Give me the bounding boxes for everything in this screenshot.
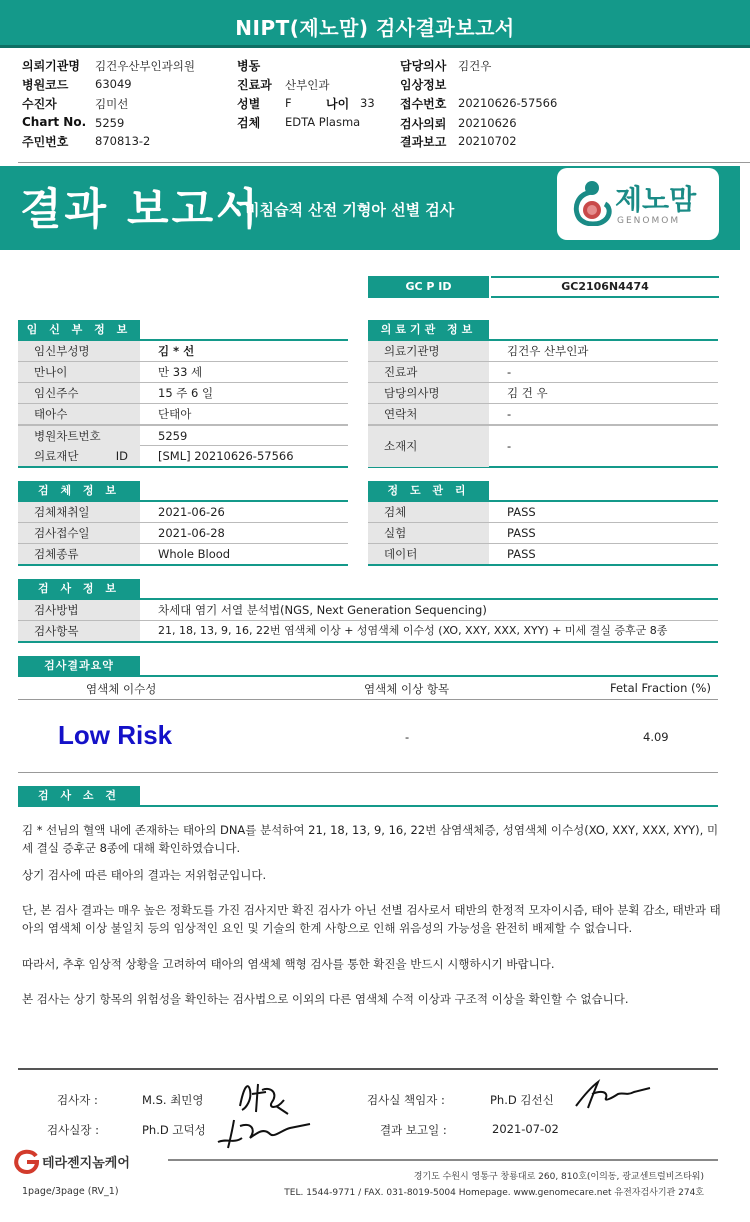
table-row (368, 341, 718, 362)
table-row (18, 404, 348, 425)
fetus-count-key: 태아수 (18, 404, 140, 424)
report-date-sig-value: 2021-07-02 (492, 1122, 559, 1136)
findings-p5: 본 검사는 상기 항목의 위험성을 확인하는 검사법으로 이외의 다른 염색체 수적 이상과 구조적 이상을 확인할 수 없습니다. (22, 992, 629, 1006)
summary-title: 검사결과요약 (18, 656, 140, 676)
pregnant-name-value: 김 * 선 (158, 344, 195, 358)
table-row (18, 383, 348, 404)
report-title: NIPT(제노맘) 검사결과보고서 (235, 16, 515, 40)
qc-info-title: 정 도 관 리 (368, 481, 489, 501)
hospital-code-value: 63049 (95, 77, 132, 91)
fetus-count-value: 단태아 (158, 407, 192, 421)
chart-no-label: Chart No. (22, 115, 87, 129)
qc-experiment-key: 실험 (368, 523, 489, 543)
theragen-logo-icon (14, 1148, 40, 1174)
hospital-name-label: 의뢰기관명 (22, 59, 80, 73)
table-row (18, 502, 348, 523)
lab-id-key: 의료재단 ID (18, 446, 140, 466)
summary-bottom-line (18, 772, 718, 773)
summary-col-aneuploidy: 염색체 이수성 (86, 682, 157, 696)
table-row (18, 425, 348, 446)
table-row (18, 621, 718, 643)
director-signature-icon (572, 1076, 652, 1112)
hospital-key: 의료기관명 (368, 341, 489, 361)
clinical-info-label: 임상정보 (400, 78, 447, 92)
pregnant-name-key: 임신부성명 (18, 341, 140, 361)
table-row (18, 446, 348, 468)
dept-key: 진료과 (368, 362, 489, 382)
tester-name: M.S. 최민영 (142, 1093, 204, 1107)
chief-name: Ph.D 고덕성 (142, 1123, 206, 1137)
findings-p1: 김 * 선님의 혈액 내에 존재하는 태아의 DNA를 분석하여 21, 18, 13, 9, 16, 22번 삼염색체증, 성염색체 이수성(XO, XXY, XXX, XYY), 미세 결실 증후군 8종에 대해 확인하였습니다. (22, 823, 719, 855)
weeks-value: 15 주 6 일 (158, 386, 214, 400)
resident-no-value: 870813-2 (95, 134, 151, 148)
summary-col-abnormal: 염색체 이상 항목 (364, 682, 450, 696)
footer-address: 경기도 수원시 영통구 창룡대로 260, 810호(이의동, 광교센트럴비즈타워) (413, 1172, 704, 1182)
qc-experiment-value: PASS (507, 526, 536, 540)
contact-value: - (507, 407, 512, 421)
qc-specimen-key: 검체 (368, 502, 489, 522)
doctor-row-value: 김 건 우 (507, 386, 548, 400)
footer-brand-name: 테라젠지놈케어 (42, 1156, 130, 1171)
abnormal-value: - (405, 730, 410, 744)
director-name: Ph.D 김선신 (490, 1093, 554, 1107)
test-info-title: 검 사 정 보 (18, 579, 140, 599)
lab-id-value: [SML] 20210626-57566 (158, 449, 294, 463)
specimen-type-value: Whole Blood (158, 547, 231, 561)
specimen-value: EDTA Plasma (285, 115, 361, 129)
table-row (18, 362, 348, 383)
banner-title: 결과 보고서 (20, 185, 261, 235)
receipt-no-value: 20210626-57566 (458, 96, 558, 110)
qc-data-key: 데이터 (368, 544, 489, 564)
report-title-bar (0, 0, 750, 48)
table-row (368, 523, 718, 544)
specimen-info-title: 검 체 정 보 (18, 481, 140, 501)
doctor-label: 담당의사 (400, 59, 447, 73)
doctor-value: 김건우 (458, 59, 492, 73)
dept-value: - (507, 365, 512, 379)
findings-p4: 따라서, 추후 임상적 상황을 고려하여 태아의 염색체 핵형 검사를 통한 확진을 반드시 시행하시기 바랍니다. (22, 957, 555, 971)
specimen-label: 검체 (237, 116, 261, 130)
chart-key: 병원차트번호 (18, 426, 140, 446)
patient-value: 김미선 (95, 97, 129, 111)
items-key: 검사항목 (18, 621, 140, 641)
receipt-no-label: 접수번호 (400, 97, 447, 111)
findings-p2: 상기 검사에 따른 태아의 결과는 저위험군입니다. (22, 868, 267, 882)
contact-key: 연락처 (368, 404, 489, 424)
department-value: 산부인과 (285, 78, 330, 92)
table-row (18, 523, 348, 544)
age-row-value: 만 33 세 (158, 365, 203, 379)
table-row (368, 425, 718, 468)
table-row (18, 341, 348, 362)
chief-signature-icon (212, 1108, 312, 1152)
gcpid-label: GC P ID (368, 276, 489, 298)
specimen-type-key: 검체종류 (18, 544, 140, 564)
table-row (18, 544, 348, 566)
table-row (368, 404, 718, 425)
report-date-value: 20210702 (458, 134, 517, 148)
sex-value: F (285, 96, 292, 110)
request-date-label: 검사의뢰 (400, 117, 447, 131)
patient-label: 수진자 (22, 97, 57, 111)
department-label: 진료과 (237, 78, 272, 92)
age-key: 만나이 (18, 362, 140, 382)
table-row (368, 362, 718, 383)
report-date-label: 결과보고 (400, 135, 447, 149)
location-key: 소재지 (368, 426, 489, 467)
banner-subtitle: 비침습적 산전 기형아 선별 검사 (245, 201, 455, 219)
items-value: 21, 18, 13, 9, 16, 22번 염색체 이상 + 성염색체 이수성 (XO, XXY, XXX, XYY) + 미세 결실 증후군 8종 (158, 624, 668, 637)
resident-no-label: 주민번호 (22, 135, 69, 149)
summary-col-fetal-fraction: Fetal Fraction (%) (610, 681, 711, 695)
receive-date-value: 2021-06-28 (158, 526, 225, 540)
hospital-info-title: 의료기관 정보 (368, 320, 489, 340)
collect-date-key: 검체채취일 (18, 502, 140, 522)
chart-value: 5259 (158, 429, 188, 443)
result-low-risk: Low Risk (58, 720, 173, 750)
age-value: 33 (360, 96, 375, 110)
pregnant-info-title: 임 신 부 정 보 (18, 320, 140, 340)
weeks-key: 임신주수 (18, 383, 140, 403)
hospital-code-label: 병원코드 (22, 78, 69, 92)
footer-divider (168, 1159, 718, 1161)
summary-line (18, 675, 718, 677)
page-number: 1page/3page (RV_1) (22, 1186, 119, 1197)
tester-label: 검사자 : (57, 1093, 98, 1107)
table-row (368, 502, 718, 523)
table-row (368, 544, 718, 566)
location-value: - (507, 439, 512, 453)
findings-title: 검 사 소 견 (18, 786, 140, 806)
doctor-key: 담당의사명 (368, 383, 489, 403)
request-date-value: 20210626 (458, 116, 517, 130)
chief-label: 검사실장 : (47, 1123, 99, 1137)
logo-sub: GENOMOM (617, 216, 681, 226)
hospital-value: 김건우 산부인과 (507, 344, 589, 358)
method-key: 검사방법 (18, 600, 140, 620)
ward-label: 병동 (237, 59, 261, 73)
signature-divider (18, 1068, 718, 1070)
findings-line (18, 805, 718, 807)
sex-label: 성별 (237, 97, 261, 111)
director-label: 검사실 책임자 : (367, 1093, 445, 1107)
summary-header-row (18, 678, 718, 700)
report-date-sig-label: 결과 보고일 : (380, 1123, 447, 1137)
footer-contact: TEL. 1544-9771 / FAX. 031-8019-5004 Homepage. www.genomecare.net 유전자검사기관 274호 (284, 1188, 704, 1198)
genomom-logo (557, 168, 719, 240)
receive-date-key: 검사접수일 (18, 523, 140, 543)
genomom-logo-icon (571, 178, 613, 226)
fetal-fraction-value: 4.09 (643, 730, 669, 744)
age-label: 나이 (326, 97, 350, 111)
hospital-name-value: 김건우산부인과의원 (95, 59, 195, 73)
chart-no-value: 5259 (95, 116, 125, 130)
method-value: 차세대 염기 서열 분석법(NGS, Next Generation Sequencing) (158, 603, 487, 617)
header-divider (18, 162, 750, 163)
table-row (18, 600, 718, 621)
collect-date-value: 2021-06-26 (158, 505, 225, 519)
table-row (368, 383, 718, 404)
findings-p3: 단, 본 검사 결과는 매우 높은 정확도를 가진 검사지만 확진 검사가 아닌 선별 검사로서 태반의 한정적 모자이시즘, 태아 분획 감소, 태반과 태아의 염색체 이상 불일치 등의 임상적인 요인 및 기술의 한계 사항으로 인해 위음성의 가능성을 완전히 배제할 수 없습니다. (22, 903, 721, 935)
gcpid-value: GC2106N4474 (491, 276, 719, 298)
qc-data-value: PASS (507, 547, 536, 561)
qc-specimen-value: PASS (507, 505, 536, 519)
logo-name: 제노맘 (615, 183, 697, 216)
